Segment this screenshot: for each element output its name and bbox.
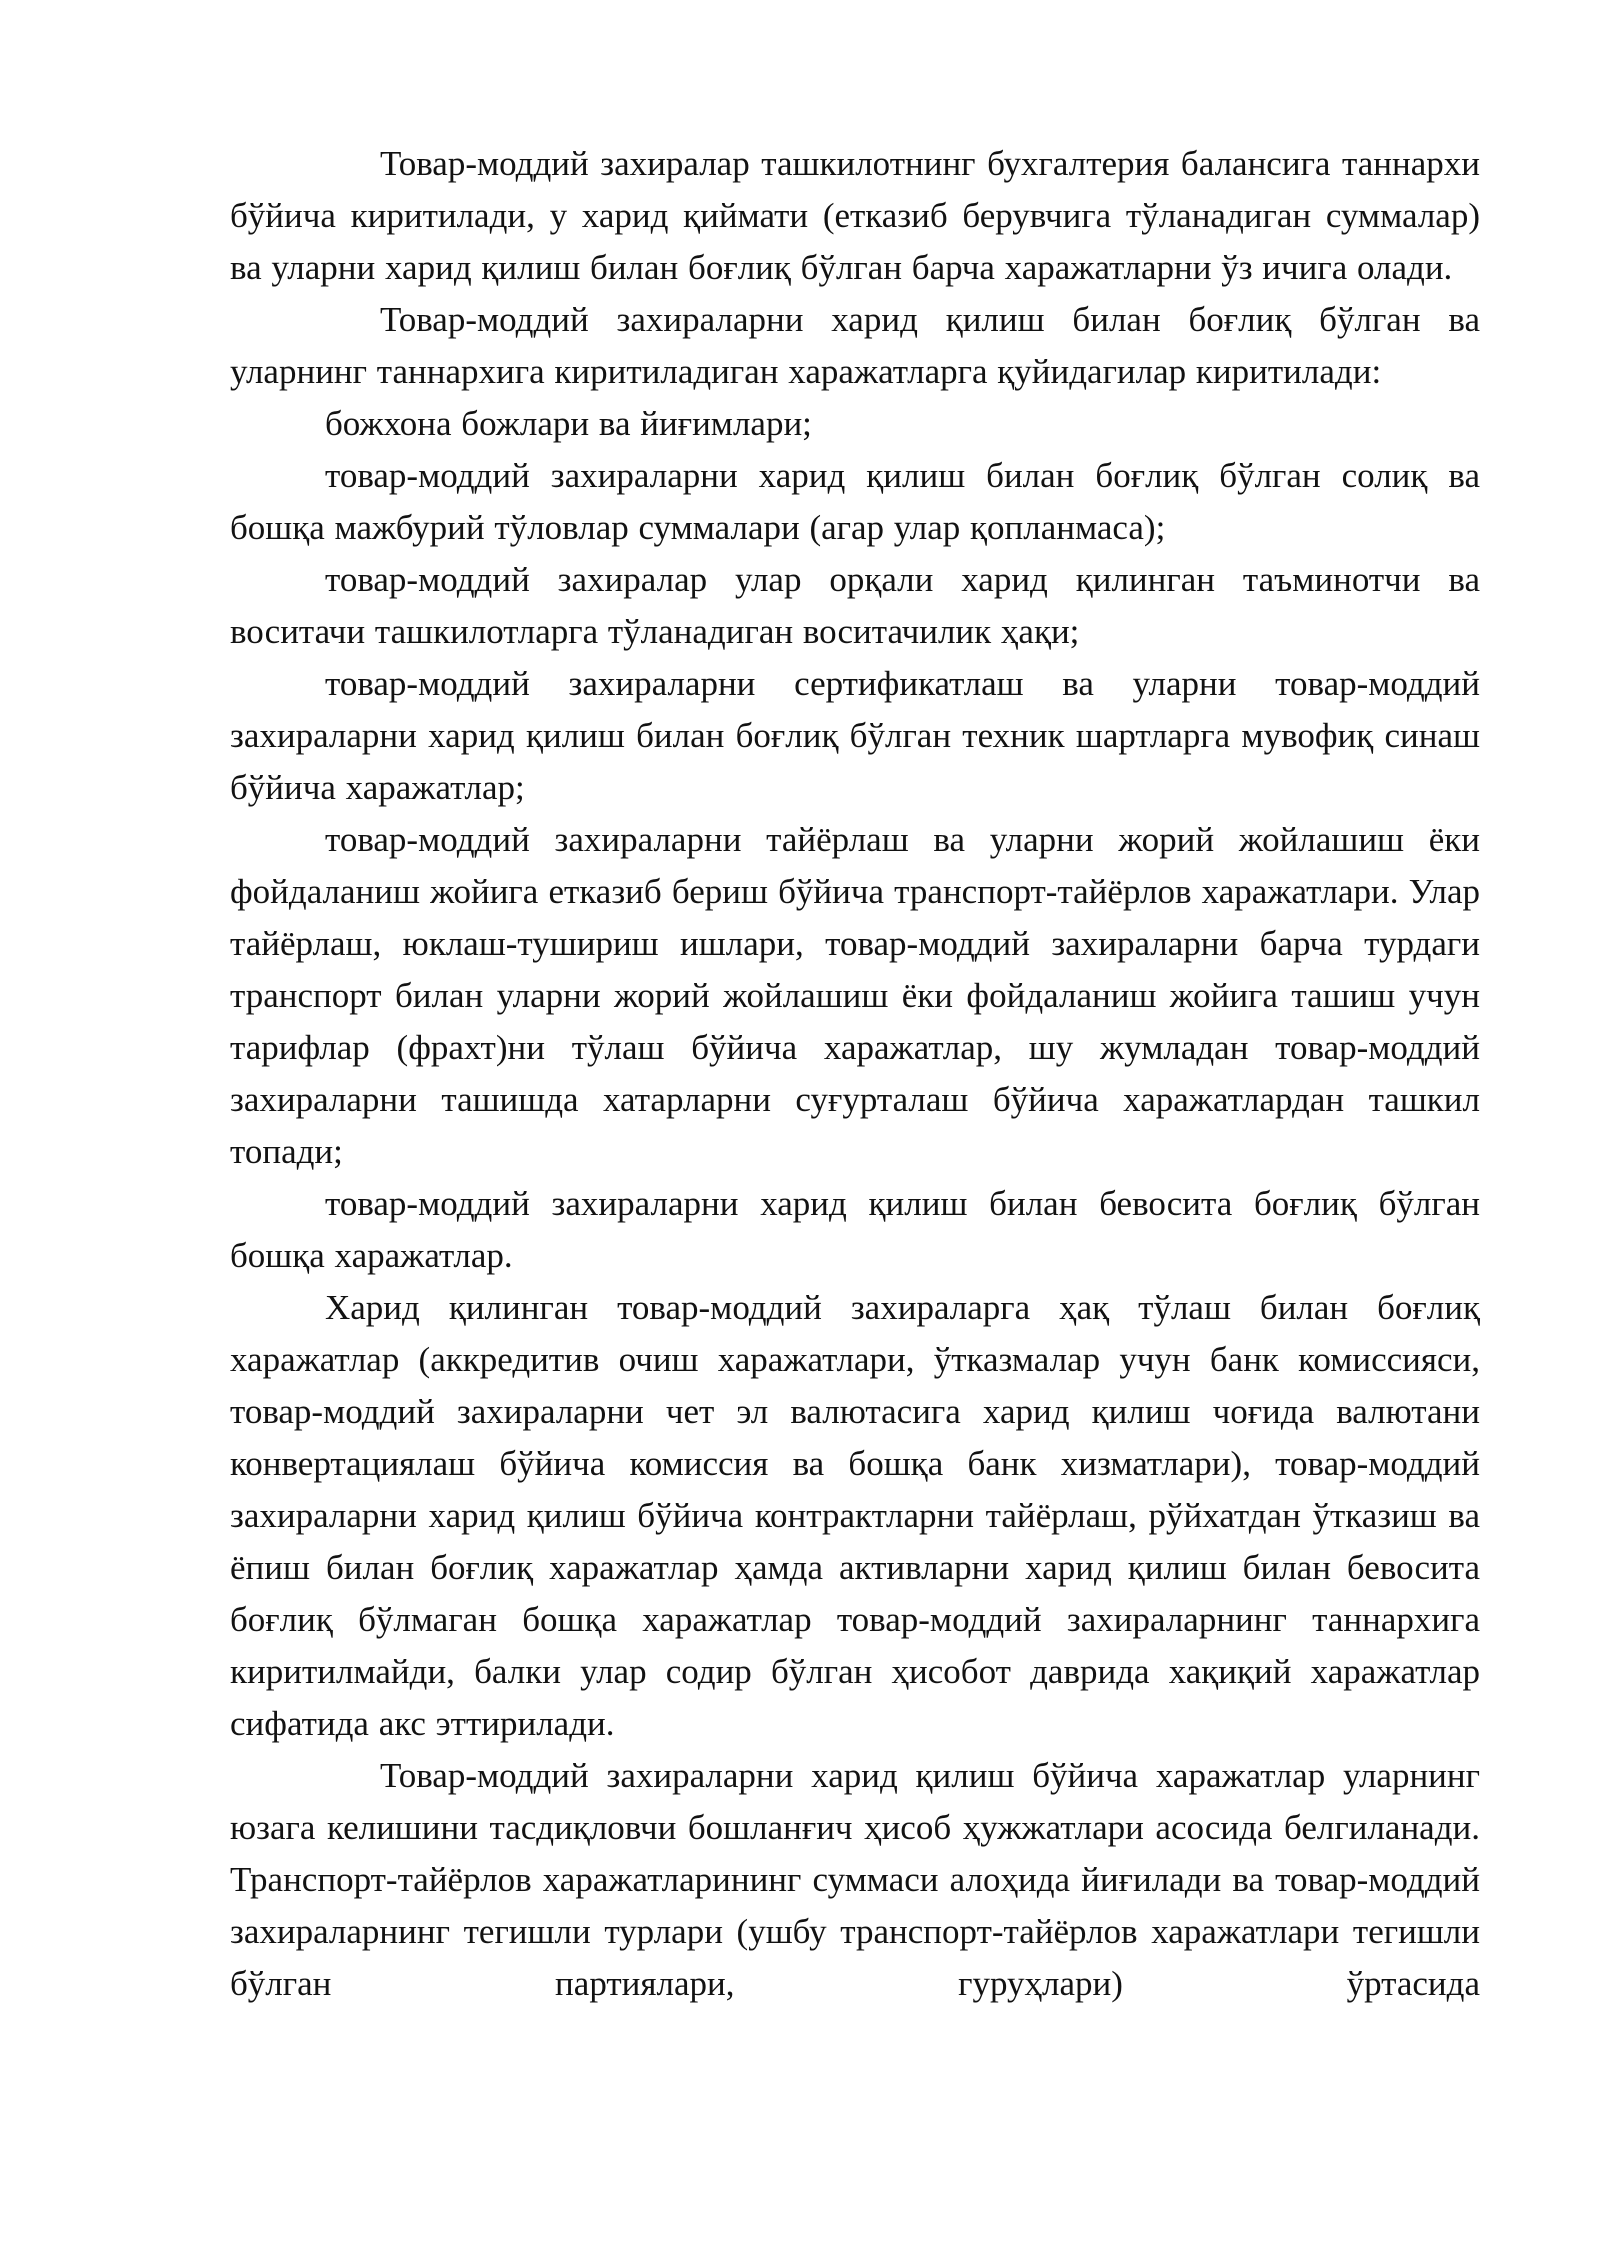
paragraph-cost-inclusion: Товар-моддий захиралар ташкилотнинг бухгалтерия балансига таннархи бўйича киритилади, у харид қиймати (етказиб берувчига тўланадиган суммалар) ва уларни харид қилиш билан боғлиқ бўлган барча харажатларни ўз ичига олади. <box>230 144 1480 287</box>
paragraph-taxes-payments: товар-моддий захираларни харид қилиш билан боғлиқ бўлган солиқ ва бошқа мажбурий тўловлар суммалари (агар улар қопланмаса); <box>230 456 1480 547</box>
paragraph-customs-duties: божхона божлари ва йиғимлари; <box>325 404 812 443</box>
paragraph-transport-procurement: товар-моддий захираларни тайёрлаш ва уларни жорий жойлашиш ёки фойдаланиш жойига етказиб бериш бўйича транспорт-тайёрлов харажатлари. Улар тайёрлаш, юклаш-тушириш ишлари, товар-моддий захираларни барча турдаги транспорт билан уларни жорий жойлашиш ёки фойдаланиш жойига ташиш учун тарифлар (фрахт)ни тўлаш бўйича харажатлар, шу жумладан товар-моддий захираларни ташишда хатарларни суғурталаш бўйича харажатлардан ташкил топади; <box>230 820 1480 1171</box>
paragraph-payment-related-expenses: Харид қилинган товар-моддий захираларга ҳақ тўлаш билан боғлиқ харажатлар (аккредитив очиш харажатлари, ўтказмалар учун банк комиссияси, товар-моддий захираларни чет эл валютасига харид қилиш чоғида валютани конвертациялаш бўйича комиссия ва бошқа банк хизматлари), товар-моддий захираларни харид қилиш бўйича контрактларни тайёрлаш, рўйхатдан ўтказиш ва ёпиш билан боғлиқ харажатлар ҳамда активларни харид қилиш билан бевосита боғлиқ бўлмаган бошқа харажатлар товар-моддий захираларнинг таннархига киритилмайди, балки улар содир бўлган ҳисобот даврида хақиқий харажатлар сифатида акс эттирилади. <box>230 1288 1480 1743</box>
paragraph-expenses-list-intro: Товар-моддий захираларни харид қилиш билан боғлиқ бўлган ва уларнинг таннархига киритиладиган харажатларга қуйидагилар киритилади: <box>230 300 1480 391</box>
paragraph-expense-determination: Товар-моддий захираларни харид қилиш бўйича харажатлар уларнинг юзага келишини тасдиқловчи бошланғич ҳисоб ҳужжатлари асосида белгиланади. Транспорт-тайёрлов харажатларининг суммаси алоҳида йиғилади ва товар-моддий захираларнинг тегишли турлари (ушбу транспорт-тайёрлов харажатлари тегишли бўлган партиялари, гуруҳлари) ўртасида <box>230 1756 1480 2003</box>
paragraph-intermediary-fees: товар-моддий захиралар улар орқали харид қилинган таъминотчи ва воситачи ташкилотларга тўланадиган воситачилик ҳақи; <box>230 560 1480 651</box>
paragraph-certification-testing: товар-моддий захираларни сертификатлаш ва уларни товар-моддий захираларни харид қилиш билан боғлиқ бўлган техник шартларга мувофиқ синаш бўйича харажатлар; <box>230 664 1480 807</box>
paragraph-other-direct-expenses: товар-моддий захираларни харид қилиш билан бевосита боғлиқ бўлган бошқа харажатлар. <box>230 1184 1480 1275</box>
document-body <box>230 138 1480 2010</box>
